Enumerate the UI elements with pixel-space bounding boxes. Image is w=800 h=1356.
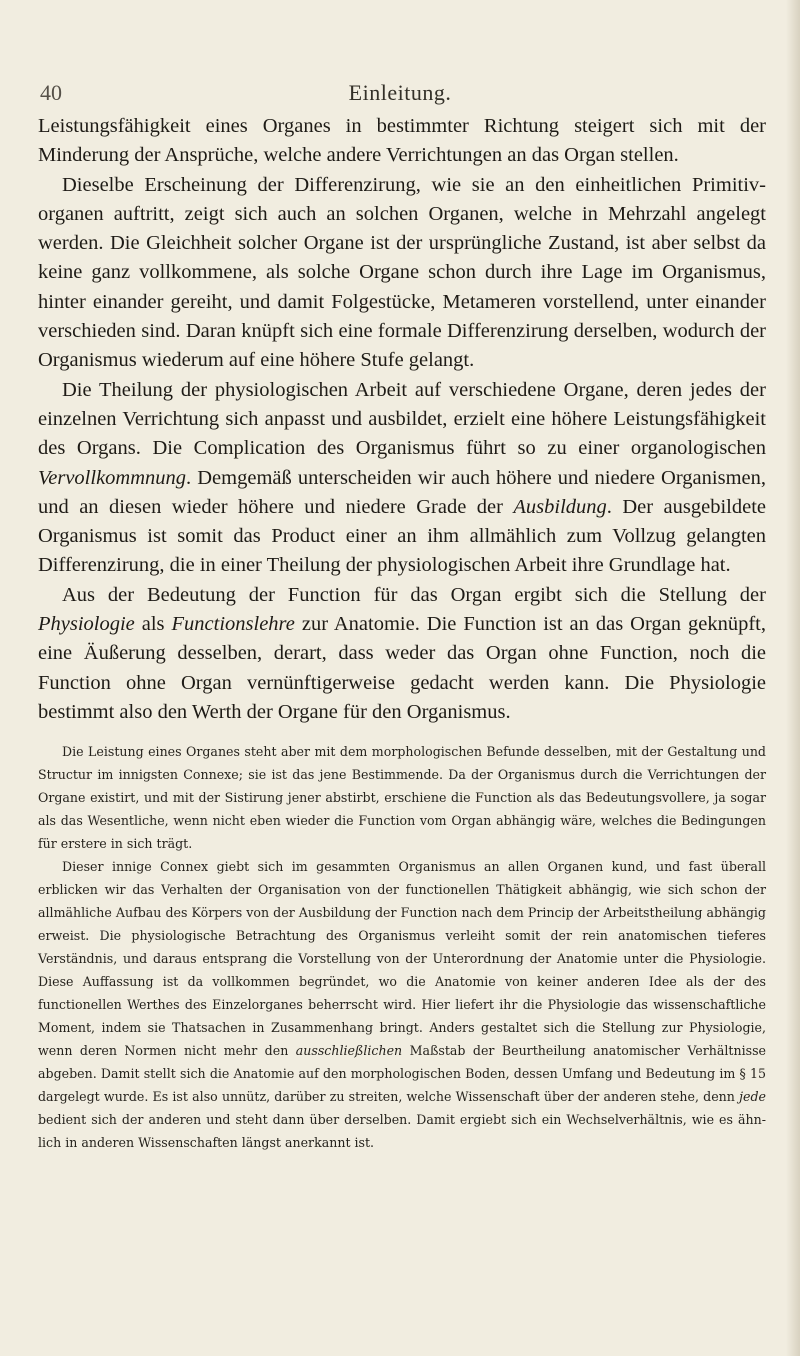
text-run: als <box>134 613 172 636</box>
text-run: bedient sich der anderen und steht dann über derselben. Damit ergiebt sich ein Wechselverhältnis, wie es ähnlich in anderen Wissenschaften längst anerkannt ist. <box>38 1112 766 1150</box>
italic-term: ausschließlichen <box>295 1043 403 1058</box>
italic-term: Ausbildung <box>513 495 607 518</box>
body-paragraph <box>38 112 766 171</box>
text-run: Die Theilung der physiologischen Arbeit auf verschiedene Organe, deren jedes der einzelnen Verrichtung sich anpasst und ausbildet, erzielt eine höhere Leistungsfähigkeit des Organs. Die Complication des Organismus führt so zu einer organologischen <box>38 378 766 460</box>
main-text <box>38 112 766 727</box>
page-edge-shadow <box>786 0 800 1356</box>
page-number: 40 <box>40 80 62 105</box>
text-run: Maßstab der Beurtheilung anatomischer Verhältnisse abgeben. Damit stellt sich die Anatomie auf den morphologischen Boden, dessen Umfang und Bedeutung im § 15 dargelegt wurde. Es ist also unnütz, darüber zu streiten, welche Wissenschaft über der anderen stehe, denn <box>38 1043 766 1104</box>
small-print-remarks <box>38 740 766 1154</box>
italic-term: jede <box>739 1089 766 1104</box>
text-run: Aus der Bedeutung der Function für das Organ ergibt sich die Stellung der <box>62 583 766 606</box>
text-run: Die Leistung eines Organes steht aber mit dem morphologischen Befunde desselben, mit der Gestaltung und Structur im innigsten Connexe; sie ist das jene Bestimmende. Da der Organismus durch die Verrichtungen der Organe existirt, und mit der Sistirung jener abstirbt, erschiene die Function als das Bedeutungsvollere, ja sogar als das Wesentliche, wenn nicht eben wieder die Function vom Organ abhängig wäre, welches die Bedingungen für erstere in sich trägt. <box>38 744 766 851</box>
body-paragraph <box>38 581 766 727</box>
text-run: Dieser innige Connex giebt sich im gesammten Organismus an allen Organen kund, und fast überall erblicken wir das Verhalten der Organisation von der functionellen Thätigkeit abhängig, wie sich schon der allmähliche Aufbau des Körpers von der Ausbildung der Function nach dem Princip der Arbeitstheilung abhängig erweist. Die physiologische Betrachtung des Organismus verleiht somit der rein anatomischen tieferes Verständnis, und daraus entsprang die Vorstellung von der Unterordnung der Anatomie unter die Physiologie. Diese Auffassung ist da vollkommen begründet, wo die Anatomie von keiner anderen Idee als der des functionellen Werthes des Einzelorganes beherrscht wird. Hier liefert ihr die Physiologie das wissenschaftliche Moment, indem sie Thatsachen in Zusammenhang bringt. Anders gestaltet sich die Stellung zur Physiologie, wenn deren Normen nicht mehr den <box>38 859 766 1058</box>
text-run: . Der ausgebildete Organismus ist somit das Product einer an ihm allmählich zum Vollzug gelangten Differenzirung, die in einer Theilung der physiologischen Arbeit ihre Grundlage hat. <box>38 495 766 577</box>
note-paragraph <box>38 740 766 855</box>
text-run: Leistungsfähigkeit eines Organes in bestimmter Richtung steigert sich mit der Minderung der Ansprüche, welche andere Verrichtungen an das Organ stellen. <box>38 115 766 167</box>
italic-term: Functionslehre <box>171 613 295 636</box>
text-run: zur Anatomie. Die Function ist an das Organ geknüpft, eine Äußerung desselben, derart, dass weder das Organ ohne Function, noch die Function ohne Organ vernünftigerweise gedacht werden kann. Die Physiologie bestimmt also den Werth der Organe für den Organismus. <box>38 613 766 723</box>
text-run: Dieselbe Erscheinung der Differenzirung, wie sie an den einheitlichen Primitivorganen auftritt, zeigt sich auch an solchen Organen, welche in Mehrzahl angelegt werden. Die Gleichheit solcher Organe ist der ursprüngliche Zustand, ist aber selbst da keine ganz vollkommene, als solche Organe schon durch ihre Lage im Organismus, hinter einander gereiht, und damit Folgestücke, Metameren vorstellend, unter einander verschieden sind. Daran knüpft sich eine formale Differenzirung derselben, wodurch der Organismus wiederum auf eine höhere Stufe gelangt. <box>38 173 766 372</box>
running-title: Einleitung. <box>348 80 452 105</box>
text-run: . Demgemäß unterscheiden wir auch höhere und niedere Organismen, und an diesen wieder höhere und niedere Grade der <box>38 466 766 518</box>
body-paragraph <box>38 376 766 581</box>
italic-term: Physiologie <box>38 613 135 636</box>
note-paragraph <box>38 855 766 1154</box>
running-head <box>40 80 760 116</box>
italic-term: Vervollkommnung <box>38 466 187 489</box>
body-paragraph <box>38 171 766 376</box>
